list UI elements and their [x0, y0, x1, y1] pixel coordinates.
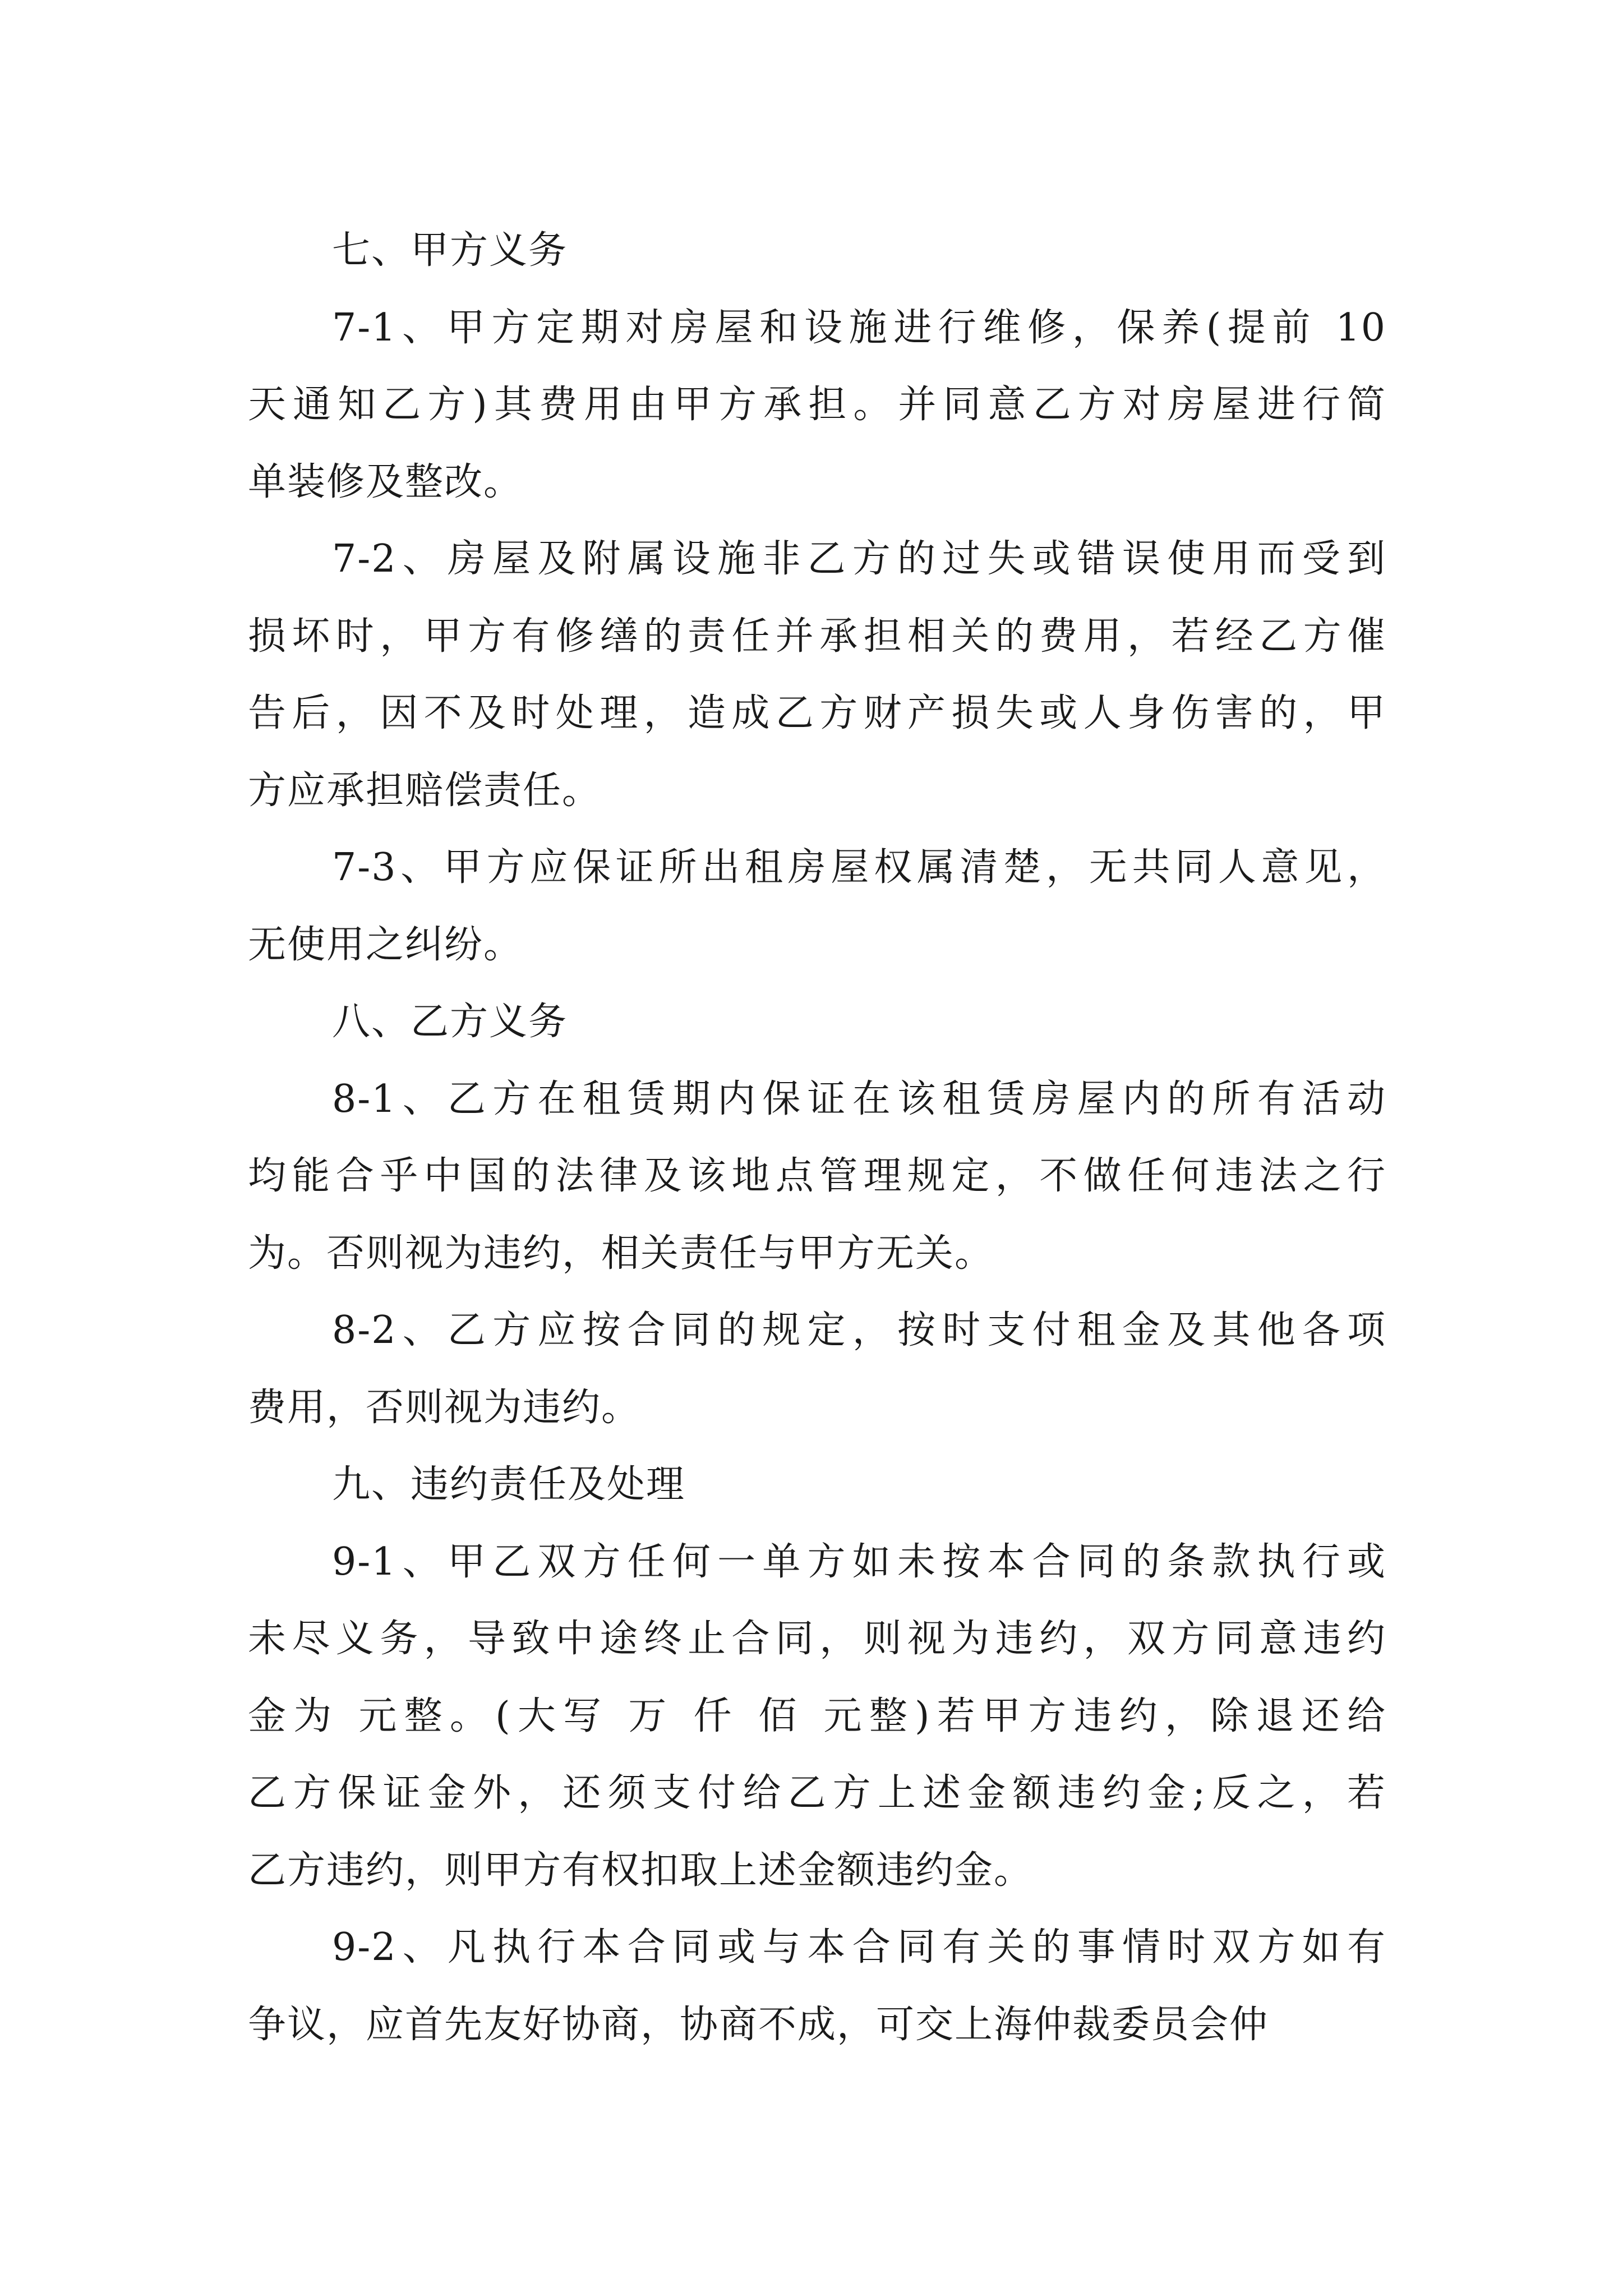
text-line: 费用，否则视为违约。	[248, 1385, 641, 1430]
paragraph-heading-9	[248, 1446, 1386, 1524]
paragraph-clause-9-1	[248, 1524, 1386, 1910]
text-line: 无使用之纠纷。	[248, 922, 523, 967]
text-line: 8-2、乙方应按合同的规定，按时支付租金及其他各项	[332, 1308, 1386, 1352]
paragraph-clause-7-1	[248, 289, 1386, 521]
contract-text-body	[248, 212, 1386, 2063]
text-line: 单装修及整改。	[248, 459, 523, 504]
paragraph-clause-9-2	[248, 1909, 1386, 2063]
text-line: 天通知乙方)其费用由甲方承担。并同意乙方对房屋进行简	[248, 383, 1386, 427]
paragraph-clause-8-2	[248, 1292, 1386, 1446]
text-line: 乙方保证金外，还须支付给乙方上述金额违约金;反之，若	[248, 1771, 1386, 1815]
text-line: 九、违约责任及处理	[332, 1462, 686, 1507]
text-line: 为。否则视为违约，相关责任与甲方无关。	[248, 1231, 994, 1276]
paragraph-clause-8-1	[248, 1061, 1386, 1292]
paragraph-clause-7-3	[248, 829, 1386, 983]
text-line: 损坏时，甲方有修缮的责任并承担相关的费用，若经乙方催	[248, 614, 1386, 659]
text-line: 8-1、乙方在租赁期内保证在该租赁房屋内的所有活动	[332, 1076, 1386, 1121]
text-line: 7-2、房屋及附属设施非乙方的过失或错误使用而受到	[332, 537, 1386, 581]
text-line: 七、甲方义务	[332, 228, 568, 273]
text-line: 方应承担赔偿责任。	[248, 768, 602, 813]
text-line: 争议，应首先友好协商，协商不成，可交上海仲裁委员会仲	[248, 2002, 1269, 2047]
text-line: 未尽义务，导致中途终止合同，则视为违约，双方同意违约	[248, 1617, 1386, 1661]
paragraph-heading-8	[248, 983, 1386, 1061]
paragraph-heading-7	[248, 212, 1386, 289]
text-line: 7-1、甲方定期对房屋和设施进行维修，保养(提前 10	[332, 305, 1386, 350]
text-line: 乙方违约，则甲方有权扣取上述金额违约金。	[248, 1848, 1034, 1893]
text-line: 均能合乎中国的法律及该地点管理规定，不做任何违法之行	[248, 1154, 1386, 1198]
text-line: 7-3、甲方应保证所出租房屋权属清楚，无共同人意见，	[332, 845, 1386, 890]
text-line: 9-1、甲乙双方任何一单方如未按本合同的条款执行或	[332, 1539, 1386, 1584]
text-line: 八、乙方义务	[332, 1000, 568, 1044]
text-line: 9-2、凡执行本合同或与本合同有关的事情时双方如有	[332, 1925, 1386, 1970]
text-line: 金为 元整。(大写 万 仟 佰 元整)若甲方违约，除退还给	[248, 1694, 1386, 1738]
paragraph-clause-7-2	[248, 521, 1386, 829]
text-line: 告后，因不及时处理，造成乙方财产损失或人身伤害的，甲	[248, 691, 1386, 735]
